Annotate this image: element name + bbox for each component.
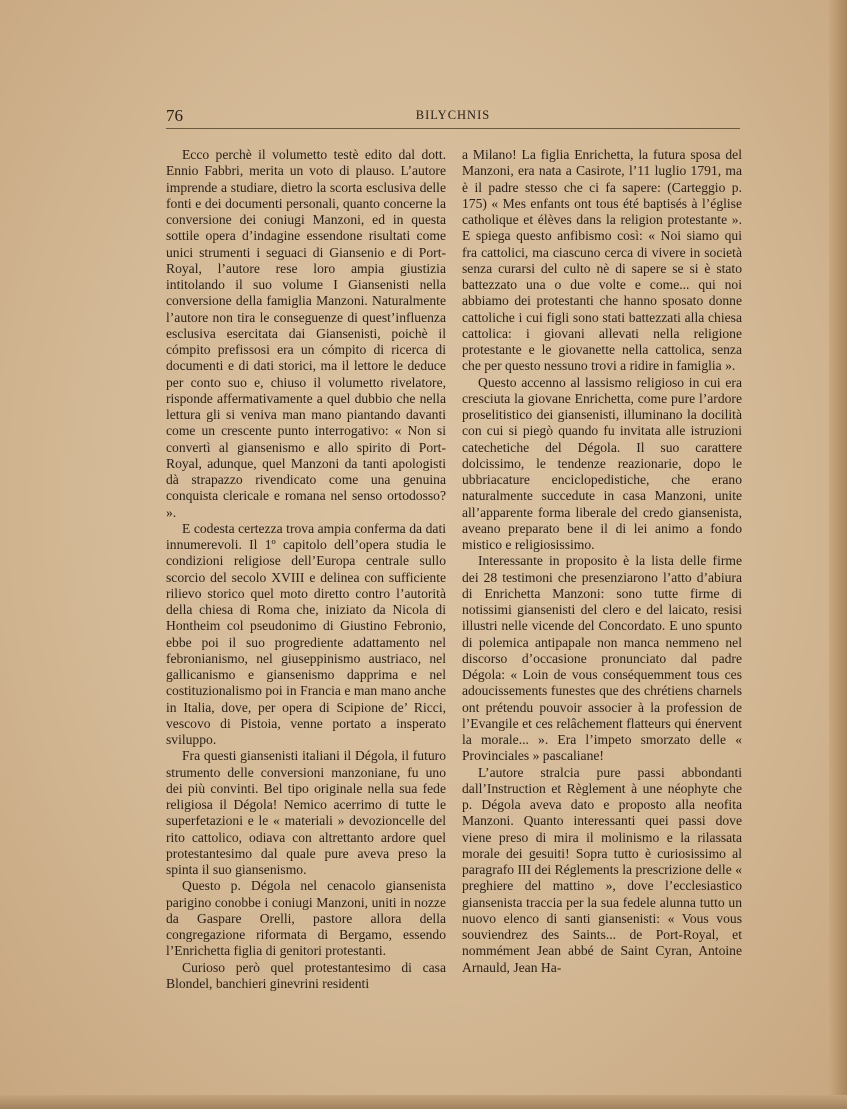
text-column-left (166, 147, 446, 991)
paragraph: Curioso però quel protestantesimo di casa Blondel, banchieri ginevrini residenti (166, 959, 446, 991)
paragraph: Interessante in proposito è la lista delle firme dei 28 testimoni che presenziarono l’atto d’abiura di Enrichetta Manzoni: sono tutte firme di notissimi giansenisti del clero e del laicato, resisi illustri nelle vicende del Concordato. E uno spunto di polemica antipapale non manca nemmeno nel discorso d’occasione pronunciato dal padre Dégola: « Loin de vous conséquemment tous ces adoucissements funestes que des chrétiens charnels ont prétendu pouvoir associer à la profession de l’Evangile et ces relâchement flatteurs qui énervent la morale... ». Era l’impeto smorzato delle « Provinciales » pascaliane! (462, 553, 742, 764)
paragraph: Fra questi giansenisti italiani il Dégola, il futuro strumento delle conversioni manzoniane, fu uno dei più convinti. Bel tipo originale nella sua fede religiosa il Dégola! Nemico acerrimo di tutte le superfetazioni e le « materiali » devozioncelle del rito cattolico, odiava con altrettanto ardore quel protestantesimo dal quale pure aveva preso la spinta il suo giansenismo. (166, 748, 446, 877)
paragraph: a Milano! La figlia Enrichetta, la futura sposa del Manzoni, era nata a Casirote, l’11 luglio 1791, ma è il padre stesso che ci fa sapere: (Carteggio p. 175) « Mes enfants ont tous été baptisés à l’église catholique et élèves dans la religion protestante ». E spiega questo anfibismo così: « Noi siamo qui fra cattolici, ma ciascuno cerca di vivere in società senza curarsi del culto nè di sapere se si è stato battezzato una o due volte e come... qui noi abbiamo dei protestanti che hanno sposato donne cattoliche i cui figli sono stati battezzati alla chiesa cattolica: i giovani allevati nella religione protestante e le giovanette nella cattolica, senza che per questo nessuno trovi a ridire in famiglia ». (462, 147, 742, 374)
paragraph: L’autore stralcia pure passi abbondanti dall’Instruction et Règlement à une néophyte che p. Dégola aveva dato e proposto alla neofita Manzoni. Quanto interessanti quei passi dove viene preso di mira il molinismo e la rilassata morale dei gesuiti! Sopra tutto è curiosissimo al paragrafo III dei Réglements la prescrizione delle « preghiere del mattino », dove l’ecclesiastico giansenista traccia per la sua fedele alunna tutto un nuovo elenco di santi giansenisti: « Vous vous souviendrez des Saints... de Port-Royal, et nommément Jean abbé de Saint Cyran, Antoine Arnauld, Jean Ha- (462, 764, 742, 975)
page-number: 76 (166, 106, 183, 125)
page-header (166, 104, 740, 129)
paragraph: Questo accenno al lassismo religioso in cui era cresciuta la giovane Enrichetta, come pure l’ardore proselitistico dei giansenisti, illuminano la docilità con cui si piegò quando fu invitata alle istruzioni catechetiche del Dégola. Il suo carattere dolcissimo, le tendenze reazionarie, dopo le ubbriacature enciclopedistiche, che erano naturalmente succedute in casa Manzoni, unite all’apparente forma liberale del credo giansenista, aveano preparato bene il di lei animo a fondo mistico e religiosissimo. (462, 374, 742, 552)
text-column-right (462, 147, 742, 975)
running-head: BILYCHNIS (415, 108, 491, 122)
page-edge-bottom (0, 1095, 847, 1109)
page-edge-right (829, 0, 847, 1109)
paragraph: Ecco perchè il volumetto testè edito dal dott. Ennio Fabbri, merita un voto di plauso. L’autore imprende a studiare, dietro la scorta esclusiva delle fonti e dei documenti personali, quanto concerne la conversione dei coniugi Manzoni, ed in questa sottile opera d’indagine essendone risultati come unici strumenti i seguaci di Giansenio e di Port-Royal, l’autore rese loro ampia giustizia intitolando il suo volume I Giansenisti nella conversione della famiglia Manzoni. Naturalmente l’autore non tira le conseguenze di quest’influenza esclusiva esercitata dai Giansenisti, poichè il cómpito prefissosi era un cómpito di ricerca di documenti e di dati storici, ma il lettore le deduce per conto suo e, chiuso il volumetto rivelatore, risponde affermativamente a quel dubbio che nella lettura gli si veniva man mano piantando davanti come un crescente punto interrogativo: « Non si convertì al giansenismo e allo spirito di Port-Royal, adunque, quel Manzoni da tanti apologisti dà strapazzo rivendicato come una genuina conquista clericale e romana nel senso ortodosso? ». (166, 147, 446, 520)
paragraph: Questo p. Dégola nel cenacolo giansenista parigino conobbe i coniugi Manzoni, uniti in nozze da Gaspare Orelli, pastore allora della congregazione riformata di Bergamo, essendo l’Enrichetta figlia di genitori protestanti. (166, 878, 446, 959)
paragraph: E codesta certezza trova ampia conferma da dati innumerevoli. Il 1º capitolo dell’opera studia le condizioni religiose dell’Europa centrale sullo scorcio del secolo XVIII e delinea con sufficiente rilievo storico quel moto diretto contro l’autorità della chiesa di Roma che, iniziato da Nicola di Hontheim col pseudonimo di Giustino Febronio, ebbe poi il suo progrediente adattamento nel febronianismo, nel giuseppinismo austriaco, nel gallicanismo e giansenismo dapprima e nel costituzionalismo poi in Francia e man mano anche in Italia, dove, per opera di Scipione de’ Ricci, vescovo di Pistoia, venne portato a insperato sviluppo. (166, 520, 446, 747)
